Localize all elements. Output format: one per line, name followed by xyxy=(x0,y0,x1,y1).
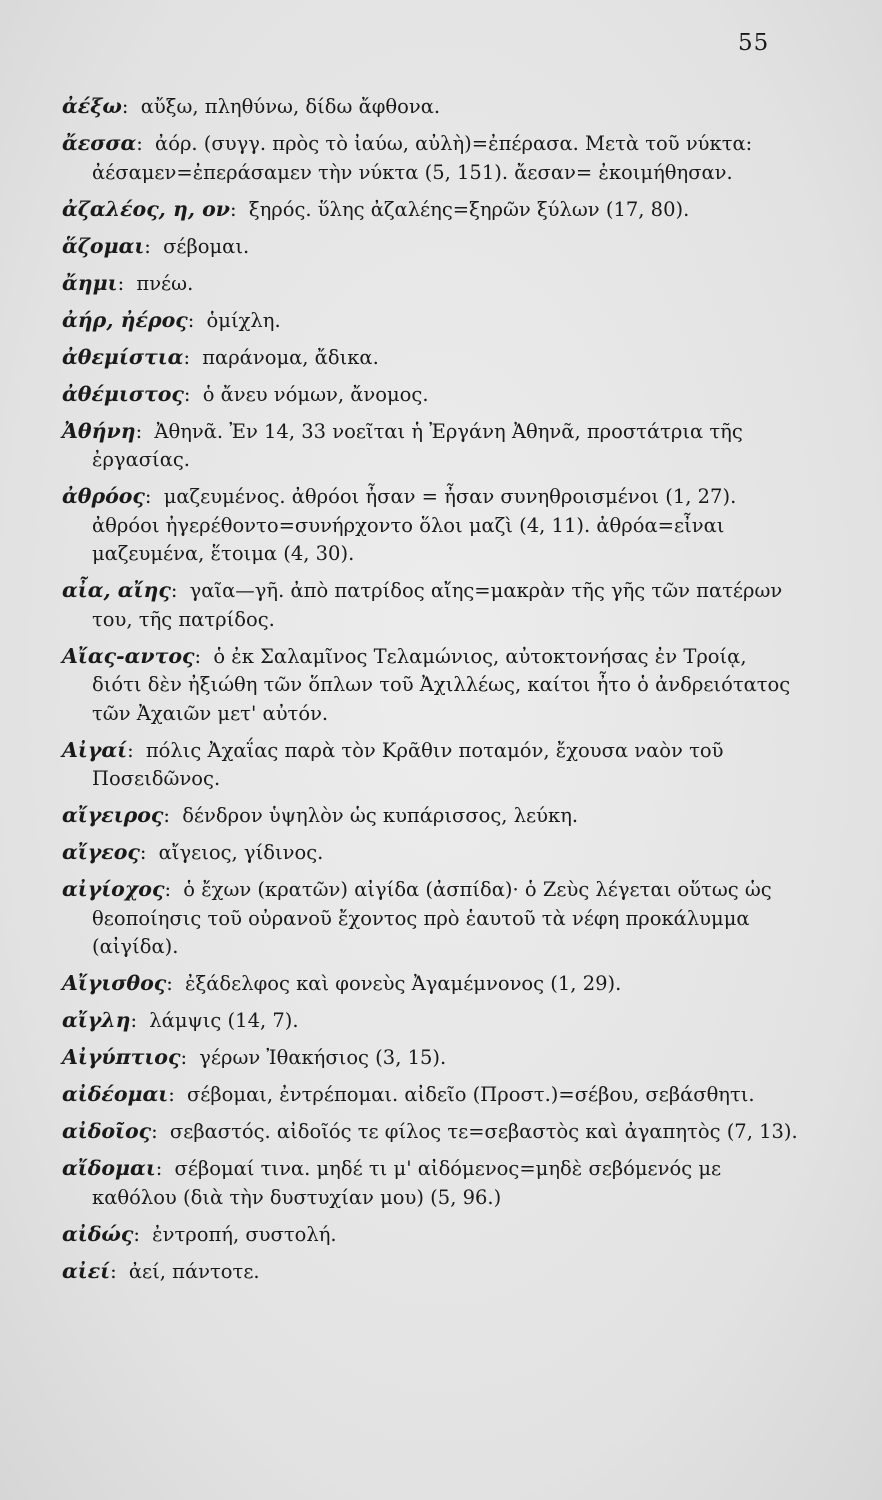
definition: ἀεί, πάντοτε. xyxy=(128,1259,260,1283)
entry-aias xyxy=(62,642,802,729)
separator: : xyxy=(230,197,237,221)
headword: αἴδομαι xyxy=(62,1156,156,1180)
headword: ἀήρ, ἠέρος xyxy=(62,307,188,332)
entry-aigiochos xyxy=(62,875,802,962)
entry-aigyptios xyxy=(62,1043,802,1073)
separator: : xyxy=(151,1120,158,1143)
headword: ἀθρόος xyxy=(62,484,145,508)
separator: : xyxy=(183,345,191,369)
definition: ὁ ἄνευ νόμων, ἄνομος. xyxy=(202,382,429,406)
entry-aer xyxy=(62,306,802,336)
headword: ἀζαλέος, η, ον xyxy=(62,196,231,221)
entry-aigeos xyxy=(62,838,802,868)
separator: : xyxy=(155,1157,163,1180)
entry-aigle xyxy=(62,1006,802,1036)
headword: Αἰγαί xyxy=(62,737,128,762)
separator: : xyxy=(170,579,178,602)
definition: σέβομαι. xyxy=(163,234,250,258)
entry-aidos xyxy=(62,1220,802,1250)
definition: δένδρον ὑψηλὸν ὡς κυπάρισσος, λεύκη. xyxy=(182,804,579,827)
headword: Αἴας-αντος xyxy=(62,643,195,668)
separator: : xyxy=(187,308,195,332)
headword: αἰγίοχος xyxy=(62,877,165,901)
separator: : xyxy=(133,1222,140,1246)
separator: : xyxy=(183,382,191,406)
entry-azaleos xyxy=(62,195,802,225)
definition: σέβομαι, ἐντρέπομαι. αἰδεῖο (Προστ.)=σέβου, σεβάσθητι. xyxy=(187,1083,755,1106)
separator: : xyxy=(194,644,202,668)
definition: παράνομα, ἄδικα. xyxy=(202,345,379,369)
entry-aia xyxy=(62,576,802,634)
entry-aigai xyxy=(62,736,802,794)
separator: : xyxy=(136,132,143,155)
headword: αἰδοῖος xyxy=(62,1119,152,1143)
entry-aexo xyxy=(62,92,802,122)
definition: ὁμίχλη. xyxy=(206,308,281,332)
separator: : xyxy=(168,1083,175,1106)
headword: αἰδέομαι xyxy=(62,1082,169,1106)
headword: αἴγειρος xyxy=(62,803,164,827)
separator: : xyxy=(127,738,134,762)
definition: πνέω. xyxy=(136,271,194,295)
entry-aigeiros xyxy=(62,801,802,831)
headword: Ἀθήνη xyxy=(62,418,136,443)
separator: : xyxy=(117,271,125,295)
entry-aessa xyxy=(62,129,802,187)
entry-aidoios xyxy=(62,1117,802,1147)
headword: αἴγεος xyxy=(62,840,140,864)
entry-athemistos xyxy=(62,380,802,410)
separator: : xyxy=(144,485,152,508)
definition: σέβομαί τινα. μηδέ τι μ' αἰδόμενος=μηδὲ σεβόμενός με καθόλου (διὰ τὴν δυστυχίαν μου) (5, 96.) xyxy=(92,1157,722,1209)
separator: : xyxy=(110,1259,117,1283)
entry-aidomai xyxy=(62,1154,802,1212)
headword: ἄημι xyxy=(62,270,118,295)
headword: ἄεσσα xyxy=(62,131,137,155)
definition: ὁ ἐκ Σαλαμῖνος Τελαμώνιος, αὐτοκτονήσας ἐν Τροίᾳ, διότι δὲν ἠξιώθη τῶν ὅπλων τοῦ Ἀχιλλέως, καίτοι ἦτο ὁ ἀνδρειότατος τῶν Ἀχαιῶν μετ' αὐτόν. xyxy=(92,644,791,725)
definition: ὁ ἔχων (κρατῶν) αἰγίδα (ἀσπίδα)· ὁ Ζεὺς λέγεται οὕτως ὡς θεοποίησις τοῦ οὐρανοῦ ἔχοντος πρὸ ἑαυτοῦ τὰ νέφη προκάλυμμα (αἰγίδα). xyxy=(92,878,772,958)
headword: αἰδώς xyxy=(62,1221,134,1246)
definition: ἐξάδελφος καὶ φονεὺς Ἀγαμέμνονος (1, 29). xyxy=(185,972,622,995)
definition: γαῖα—γῆ. ἀπὸ πατρίδος αἴης=μακρὰν τῆς γῆς τῶν πατέρων του, τῆς πατρίδος. xyxy=(92,579,783,631)
separator: : xyxy=(163,804,170,827)
entry-athene xyxy=(62,417,802,475)
entry-azomai xyxy=(62,232,802,262)
headword: ἀέξω xyxy=(62,94,122,118)
definition: αἴγειος, γίδινος. xyxy=(158,841,324,864)
definition: λάμψις (14, 7). xyxy=(149,1009,299,1032)
definition: γέρων Ἰθακήσιος (3, 15). xyxy=(199,1046,447,1069)
entry-athroos xyxy=(62,482,802,569)
entry-aigisthos xyxy=(62,969,802,999)
separator: : xyxy=(130,1009,138,1032)
headword: ἅζομαι xyxy=(62,233,145,258)
definition: Ἀθηνᾶ. Ἐν 14, 33 νοεῖται ἡ Ἐργάνη Ἀθηνᾶ, προστάτρια τῆς ἐργασίας. xyxy=(92,419,743,471)
separator: : xyxy=(139,841,147,864)
headword: αἶα, αἴης xyxy=(62,578,171,602)
separator: : xyxy=(166,972,173,995)
headword: ἀθέμιστος xyxy=(62,381,184,406)
definition: αὔξω, πληθύνω, δίδω ἄφθονα. xyxy=(140,95,441,118)
dictionary-entries xyxy=(62,92,802,1294)
separator: : xyxy=(144,234,151,258)
page-number: 55 xyxy=(738,30,770,56)
entry-athemistia xyxy=(62,343,802,373)
definition: μαζευμένος. ἀθρόοι ἦσαν = ἦσαν συνηθροισμένοι (1, 27). ἀθρόοι ἠγερέθοντο=συνήρχοντο ὅλοι μαζὶ (4, 11). ἀθρόα=εἶναι μαζευμένα, ἕτοιμα (4, 30). xyxy=(92,485,737,565)
separator: : xyxy=(180,1046,188,1069)
headword: αἰεί xyxy=(62,1258,111,1283)
definition: ξηρός. ὕλης ἀζαλέης=ξηρῶν ξύλων (17, 80). xyxy=(248,197,690,221)
headword: ἀθεμίστια xyxy=(62,344,184,369)
definition: ἀόρ. (συγγ. πρὸς τὸ ἰαύω, αὐλὴ)=ἐπέρασα. Μετὰ τοῦ νύκτα: ἀέσαμεν=ἐπεράσαμεν τὴν νύκτα (5, 151). ἄεσαν= ἐκοιμήθησαν. xyxy=(92,132,753,184)
headword: αἴγλη xyxy=(62,1008,131,1032)
entry-aideomai xyxy=(62,1080,802,1110)
separator: : xyxy=(164,878,172,901)
definition: σεβαστός. αἰδοῖός τε φίλος τε=σεβαστὸς καὶ ἀγαπητὸς (7, 13). xyxy=(169,1120,798,1143)
separator: : xyxy=(121,95,129,118)
separator: : xyxy=(135,419,143,443)
headword: Αἰγύπτιος xyxy=(62,1045,181,1069)
entry-aemi xyxy=(62,269,802,299)
entry-aiei xyxy=(62,1257,802,1287)
definition: πόλις Ἀχαΐας παρὰ τὸν Κρᾶθιν ποταμόν, ἔχουσα ναὸν τοῦ Ποσειδῶνος. xyxy=(92,738,724,790)
definition: ἐντροπή, συστολή. xyxy=(152,1222,337,1246)
headword: Αἴγισθος xyxy=(62,971,167,995)
